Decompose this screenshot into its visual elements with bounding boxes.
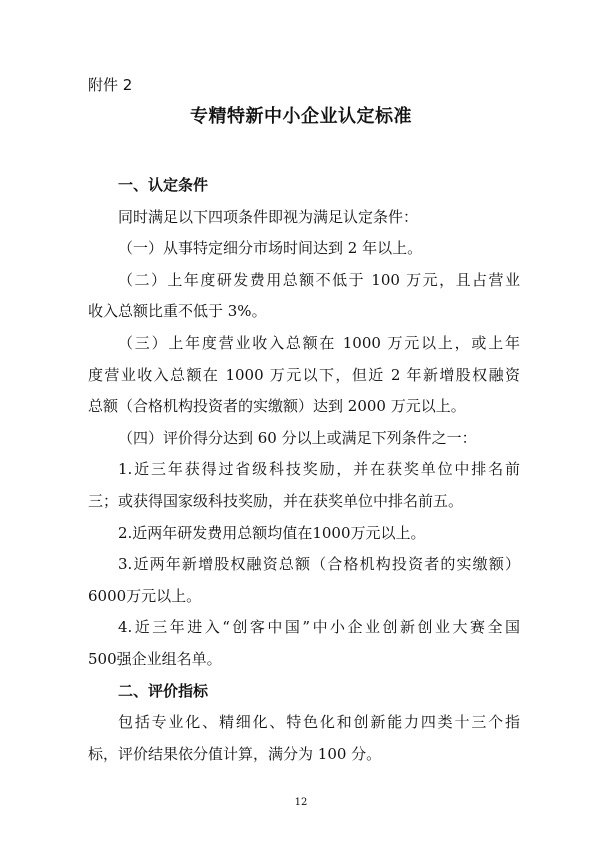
body-line: 标，评价结果依分值计算，满分为 100 分。	[88, 744, 382, 763]
document-body	[88, 170, 520, 770]
body-line: 1.近三年获得过省级科技奖励，并在获奖单位中排名前	[118, 460, 520, 479]
body-line: 3.近两年新增股权融资总额（合格机构投资者的实缴额）	[118, 555, 520, 574]
section-heading-certification-conditions: 一、认定条件	[118, 176, 209, 194]
body-line: 三；或获得国家级科技奖励，并在获奖单位中排名前五。	[88, 491, 464, 510]
body-line: 2.近两年研发费用总额均值在1000万元以上。	[118, 523, 426, 542]
body-line: 度营业收入总额在 1000 万元以下，但近 2 年新增股权融资	[88, 365, 520, 384]
section-heading-evaluation-indicators: 二、评价指标	[118, 681, 209, 700]
body-line: （三）上年度营业收入总额在 1000 万元以上，或上年	[118, 333, 520, 352]
body-line: 4.近三年进入“创客中国”中小企业创新创业大赛全国	[118, 618, 520, 637]
body-line: 500强企业组名单。	[88, 649, 222, 668]
body-line: （四）评价得分达到 60 分以上或满足下列条件之一：	[118, 428, 477, 447]
body-line: （二）上年度研发费用总额不低于 100 万元，且占营业	[118, 270, 520, 289]
body-line: 同时满足以下四项条件即视为满足认定条件：	[118, 207, 419, 226]
body-line: 6000万元以上。	[88, 586, 202, 605]
body-line: 收入总额比重不低于 3%。	[88, 302, 267, 321]
body-line: 总额（合格机构投资者的实缴额）达到 2000 万元以上。	[88, 397, 466, 416]
page-number: 12	[294, 797, 308, 808]
body-line: （一）从事特定细分市场时间达到 2 年以上。	[118, 239, 423, 258]
body-line: 包括专业化、精细化、特色化和创新能力四类十三个指	[118, 713, 520, 732]
document-title: 专精特新中小企业认定标准	[190, 106, 412, 127]
attachment-label: 附件 2	[88, 76, 133, 94]
